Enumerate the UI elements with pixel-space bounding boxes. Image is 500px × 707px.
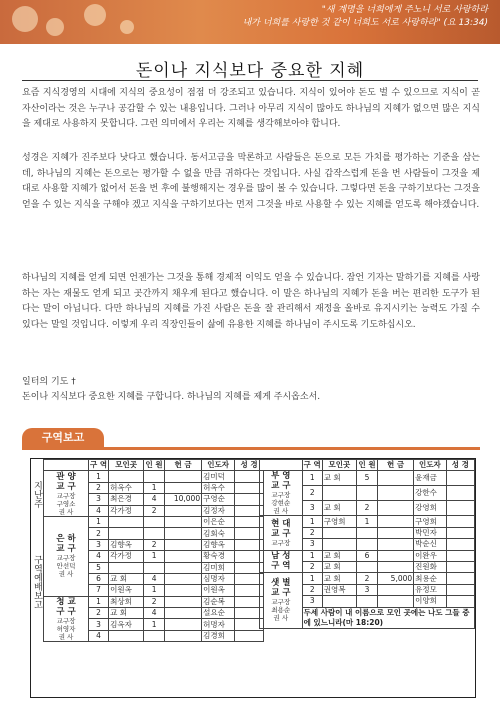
table-cell xyxy=(322,596,356,607)
banner-verse-line1: "새 계명을 너희에게 주노니 서로 사랑하라 xyxy=(321,5,488,15)
table-cell: 1 xyxy=(144,482,165,493)
group-name-cell xyxy=(260,516,303,550)
table-row xyxy=(260,550,475,561)
table-cell xyxy=(165,516,202,527)
table-cell: 2 xyxy=(89,482,109,493)
table-row xyxy=(260,471,475,486)
group-name-cell xyxy=(260,550,303,573)
table-cell: 2 xyxy=(302,561,322,572)
table-cell xyxy=(446,550,474,561)
table-cell xyxy=(144,528,165,539)
table-cell xyxy=(144,630,165,641)
table-cell: 허명자 xyxy=(202,619,235,630)
table-cell xyxy=(165,528,202,539)
table-cell: 1 xyxy=(144,619,165,630)
table-cell: 각가정 xyxy=(109,551,144,562)
table-cell: 교 회 xyxy=(109,573,144,584)
table-cell: 5 xyxy=(89,562,109,573)
table-cell xyxy=(446,539,474,550)
table-cell: 1 xyxy=(302,550,322,561)
table-cell: 허옥수 xyxy=(202,482,235,493)
group-leader: 교구장 xyxy=(271,538,291,547)
table-cell: 3 xyxy=(89,619,109,630)
table-cell xyxy=(378,561,414,572)
table-cell: 권영복 xyxy=(322,584,356,595)
group-name-cell xyxy=(260,471,303,516)
table-cell: 교 회 xyxy=(322,471,356,486)
header-cell: 성 경 xyxy=(235,460,264,471)
table-cell: 김옥자 xyxy=(109,619,144,630)
flower-decoration xyxy=(84,4,106,26)
table-cell: 4 xyxy=(144,573,165,584)
table-cell xyxy=(446,596,474,607)
table-cell xyxy=(446,561,474,572)
table-cell xyxy=(378,501,414,516)
table-cell: 6 xyxy=(357,550,378,561)
table-cell: 김미덕 xyxy=(202,471,235,482)
table-cell xyxy=(357,527,378,538)
table-cell xyxy=(446,584,474,595)
table-cell xyxy=(144,562,165,573)
table-cell xyxy=(378,584,414,595)
table-cell: 이완우 xyxy=(414,550,446,561)
table-cell xyxy=(446,486,474,501)
table-cell xyxy=(378,486,414,501)
table-cell xyxy=(165,562,202,573)
table-cell: 진원화 xyxy=(414,561,446,572)
table-cell: 5 xyxy=(357,471,378,486)
table-cell: 교 회 xyxy=(322,561,356,572)
group-name: 관 양 교 구 xyxy=(56,471,76,492)
table-cell: 1 xyxy=(144,585,165,596)
table-cell: 구영순 xyxy=(202,494,235,505)
table-cell: 4 xyxy=(89,630,109,641)
table-cell xyxy=(378,596,414,607)
table-cell: 3 xyxy=(89,494,109,505)
paragraph-1 xyxy=(22,86,480,133)
header-group-cell xyxy=(260,460,303,471)
table-cell: 이은순 xyxy=(202,516,235,527)
table-row xyxy=(260,573,475,584)
table-cell: 1 xyxy=(357,516,378,527)
table-cell: 강영희 xyxy=(414,501,446,516)
table-cell: 김경희 xyxy=(202,630,235,641)
table-cell: 김향옥 xyxy=(202,539,235,550)
table-cell: 최상희 xyxy=(109,596,144,607)
table-cell: 유정모 xyxy=(414,584,446,595)
table-cell xyxy=(446,501,474,516)
table-cell: 1 xyxy=(89,516,109,527)
section-bar xyxy=(22,447,480,450)
header-cell: 인도자 xyxy=(202,460,235,471)
table-cell xyxy=(109,516,144,527)
prayer-text: 돈이나 지식보다 중요한 지혜를 구합니다. 하나님의 지혜를 제게 주시옵소서. xyxy=(22,392,321,402)
table-row xyxy=(44,596,264,607)
table-cell: 교 회 xyxy=(109,608,144,619)
paragraph-2 xyxy=(22,151,480,213)
table-cell: 1 xyxy=(89,471,109,482)
table-cell: 교 회 xyxy=(322,550,356,561)
group-name: 샛 별 교 구 xyxy=(271,578,291,599)
table-cell: 2 xyxy=(144,596,165,607)
group-name-cell xyxy=(44,596,89,642)
table-cell xyxy=(109,471,144,482)
table-cell xyxy=(322,539,356,550)
table-cell: 1 xyxy=(89,596,109,607)
table-cell xyxy=(109,528,144,539)
table-cell: 허옥수 xyxy=(109,482,144,493)
table-cell: 1 xyxy=(302,573,322,584)
group-name: 현 대 교 구 xyxy=(271,518,291,539)
table-cell: 윤재금 xyxy=(414,471,446,486)
group-leader: 교구장 구영소 권 사 xyxy=(56,491,76,516)
flower-decoration xyxy=(46,18,64,36)
table-cell xyxy=(446,471,474,486)
group-name-cell xyxy=(260,573,303,628)
paragraph-3 xyxy=(22,271,480,333)
table-cell: 3 xyxy=(302,501,322,516)
table-cell: 김회숙 xyxy=(202,528,235,539)
group-name: 청 교 구 구 xyxy=(56,596,76,617)
table-cell: 10,000 xyxy=(165,494,202,505)
table-cell: 2 xyxy=(357,501,378,516)
table-cell xyxy=(357,596,378,607)
table-cell xyxy=(165,630,202,641)
paragraph-text: 요즘 지식경영의 시대에 지식의 중요성이 점점 더 강조되고 있습니다. 지식이 있어야 돈도 벌 수 있으므로 지식이 곧 자산이라는 것은 누구나 공감할 수 있는 내용입니다. 그러나 아무리 지식이 많아도 하나님의 지혜가 없으면 많은 지식을 제대로 사용하지 못합니다. 그런 의미에서 우리는 지혜를 생각해보아야 합니다. xyxy=(22,88,480,130)
header-cell: 모인곳 xyxy=(322,460,356,471)
table-cell: 2 xyxy=(144,505,165,516)
group-leader: 교구장 강현순 권 사 xyxy=(271,491,291,516)
page-title: 돈이나 지식보다 중요한 지혜 xyxy=(135,61,365,81)
table-cell: 김미희 xyxy=(202,562,235,573)
table-cell: 1 xyxy=(302,516,322,527)
table-cell: 최은경 xyxy=(109,494,144,505)
table-header-row xyxy=(260,460,475,471)
header-cell: 헌 금 xyxy=(378,460,414,471)
table-cell: 이양희 xyxy=(414,596,446,607)
table-cell xyxy=(357,539,378,550)
table-cell xyxy=(378,516,414,527)
header-cell: 인 원 xyxy=(358,460,376,470)
table-cell xyxy=(165,471,202,482)
closing-verse: 두세 사람이 내 이름으로 모인 곳에는 나도 그들 중에 있느니라(마 18:20) xyxy=(302,607,474,628)
table-cell: 4 xyxy=(89,551,109,562)
vertical-label-last-week xyxy=(31,481,43,541)
table-cell: 2 xyxy=(357,573,378,584)
table-header-row xyxy=(44,460,264,471)
table-cell: 4 xyxy=(144,494,165,505)
group-name-cell xyxy=(44,471,89,517)
table-cell xyxy=(446,527,474,538)
vertical-label-text: 지난주 xyxy=(32,481,42,508)
table-cell: 2 xyxy=(302,486,322,501)
table-cell: 구영희 xyxy=(414,516,446,527)
table-cell: 박민자 xyxy=(414,527,446,538)
table-cell: 7 xyxy=(89,585,109,596)
table-cell xyxy=(235,630,264,641)
table-cell xyxy=(322,527,356,538)
banner-verse-line2: 내가 너희를 사랑한 것 같이 너희도 서로 사랑하라" (요 13:34) xyxy=(242,18,488,28)
paragraph-text: 하나님의 지혜를 얻게 되면 언젠가는 그것을 통해 경제적 이익도 얻을 수 있습니다. 잠언 기자는 말하기를 지혜를 사랑하는 자는 재물도 얻게 되고 곳간까지 채우게 된다고 했습니다. 이 말은 하나님의 지혜가 돈을 버는 편리한 도구가 된다는 말이 아닙니다. 다만 하나님의 지혜를 가진 사람은 돈을 잘 관리해서 재정을 올바로 유지시키는 능력도 가질 수 있다는 말일 것입니다. 이렇게 우리 직장인들이 삶에 유용한 지혜를 하나님이 주시도록 기도하십시오. xyxy=(22,273,480,330)
header-banner xyxy=(0,0,500,44)
flower-decoration xyxy=(120,20,134,34)
group-name: 남 성 구 역 xyxy=(271,551,291,572)
table-cell xyxy=(165,482,202,493)
table-cell: 구영희 xyxy=(322,516,356,527)
table-cell: 황숙경 xyxy=(202,551,235,562)
table-row xyxy=(44,471,264,482)
workplace-prayer xyxy=(22,375,480,405)
header-cell: 인 원 xyxy=(145,460,163,470)
group-leader: 교구장 허영자 권 사 xyxy=(56,616,76,641)
table-row xyxy=(44,516,264,527)
table-cell: 3 xyxy=(302,539,322,550)
table-cell: 김순복 xyxy=(202,596,235,607)
table-cell xyxy=(165,608,202,619)
table-cell xyxy=(144,471,165,482)
table-cell xyxy=(144,516,165,527)
right-report-table xyxy=(259,459,475,629)
table-cell: 3 xyxy=(357,584,378,595)
table-cell xyxy=(165,619,202,630)
group-name-cell xyxy=(44,516,89,596)
vertical-label-text: 구역예배보고 xyxy=(32,555,42,609)
table-cell xyxy=(378,471,414,486)
prayer-heading: 일터의 기도 † xyxy=(22,377,76,387)
table-cell xyxy=(165,551,202,562)
table-cell xyxy=(109,630,144,641)
table-cell xyxy=(378,527,414,538)
table-cell: 김향옥 xyxy=(109,539,144,550)
table-cell: 1 xyxy=(144,551,165,562)
table-cell: 2 xyxy=(302,527,322,538)
table-cell: 이원옥 xyxy=(202,585,235,596)
table-cell: 교 회 xyxy=(322,501,356,516)
table-cell: 2 xyxy=(144,539,165,550)
paragraph-text: 성경은 지혜가 진주보다 낫다고 했습니다. 동서고금을 막론하고 사람들은 돈으로 모든 가치를 평가하는 기준을 삼는데, 하나님의 지혜는 돈으로는 평가할 수 없을 만큼 귀하다는 것입니다. 사실 갑작스럽게 돈을 번 사람들이 그것을 제대로 사용할 지혜가 없어서 돈을 번 후에 불행해지는 경우를 많이 볼 수 있습니다. 그렇다면 돈을 구하기보다는 그것을 얻을 수 있는 지식을 구해야 겠고 지식을 구하기보다는 먼저 그것을 바로 사용할 수 있는 지혜를 얻도록 해야겠습니다. xyxy=(22,153,480,210)
table-cell xyxy=(322,486,356,501)
table-cell: 박순신 xyxy=(414,539,446,550)
table-cell: 2 xyxy=(89,608,109,619)
table-cell xyxy=(357,561,378,572)
table-cell xyxy=(378,539,414,550)
table-cell xyxy=(446,573,474,584)
table-cell xyxy=(378,550,414,561)
table-cell xyxy=(109,562,144,573)
left-report-table xyxy=(43,459,264,642)
group-leader: 교구장 최용순 권 사 xyxy=(271,598,291,623)
table-cell xyxy=(165,596,202,607)
header-group-cell xyxy=(44,460,89,471)
table-cell: 4 xyxy=(89,505,109,516)
table-cell: 이원옥 xyxy=(109,585,144,596)
header-cell: 구 역 xyxy=(90,460,108,470)
table-cell xyxy=(165,539,202,550)
table-cell xyxy=(165,573,202,584)
table-cell: 교 회 xyxy=(322,573,356,584)
header-cell: 모인곳 xyxy=(109,460,144,471)
header-cell: 인도자 xyxy=(414,460,446,471)
table-cell: 설요순 xyxy=(202,608,235,619)
header-cell: 성 경 xyxy=(446,460,474,471)
group-name: 은 하 교 구 xyxy=(56,534,76,555)
table-cell xyxy=(357,486,378,501)
group-name: 부 영 교 구 xyxy=(271,471,291,492)
section-header xyxy=(22,428,480,448)
table-cell: 3 xyxy=(89,539,109,550)
group-leader: 교구장 안선덕 권 사 xyxy=(56,554,76,579)
table-cell: 5,000 xyxy=(378,573,414,584)
table-cell: 최용순 xyxy=(414,573,446,584)
flower-decoration xyxy=(12,6,38,32)
district-report-grid xyxy=(30,458,476,698)
table-row xyxy=(260,516,475,527)
table-cell: 2 xyxy=(89,528,109,539)
table-cell xyxy=(165,585,202,596)
table-cell: 김정자 xyxy=(202,505,235,516)
vertical-label-report xyxy=(31,555,43,675)
table-cell: 강한수 xyxy=(414,486,446,501)
table-cell xyxy=(165,505,202,516)
table-cell: 2 xyxy=(302,584,322,595)
section-title: 구역보고 xyxy=(22,428,104,448)
table-cell: 1 xyxy=(302,471,322,486)
table-cell: 4 xyxy=(144,608,165,619)
table-cell xyxy=(446,516,474,527)
table-cell: 3 xyxy=(302,596,322,607)
table-cell: 각가정 xyxy=(109,505,144,516)
header-cell: 헌 금 xyxy=(165,460,202,471)
table-cell: 심명자 xyxy=(202,573,235,584)
table-cell: 6 xyxy=(89,573,109,584)
header-cell: 구 역 xyxy=(303,460,321,470)
title-divider xyxy=(22,80,478,81)
